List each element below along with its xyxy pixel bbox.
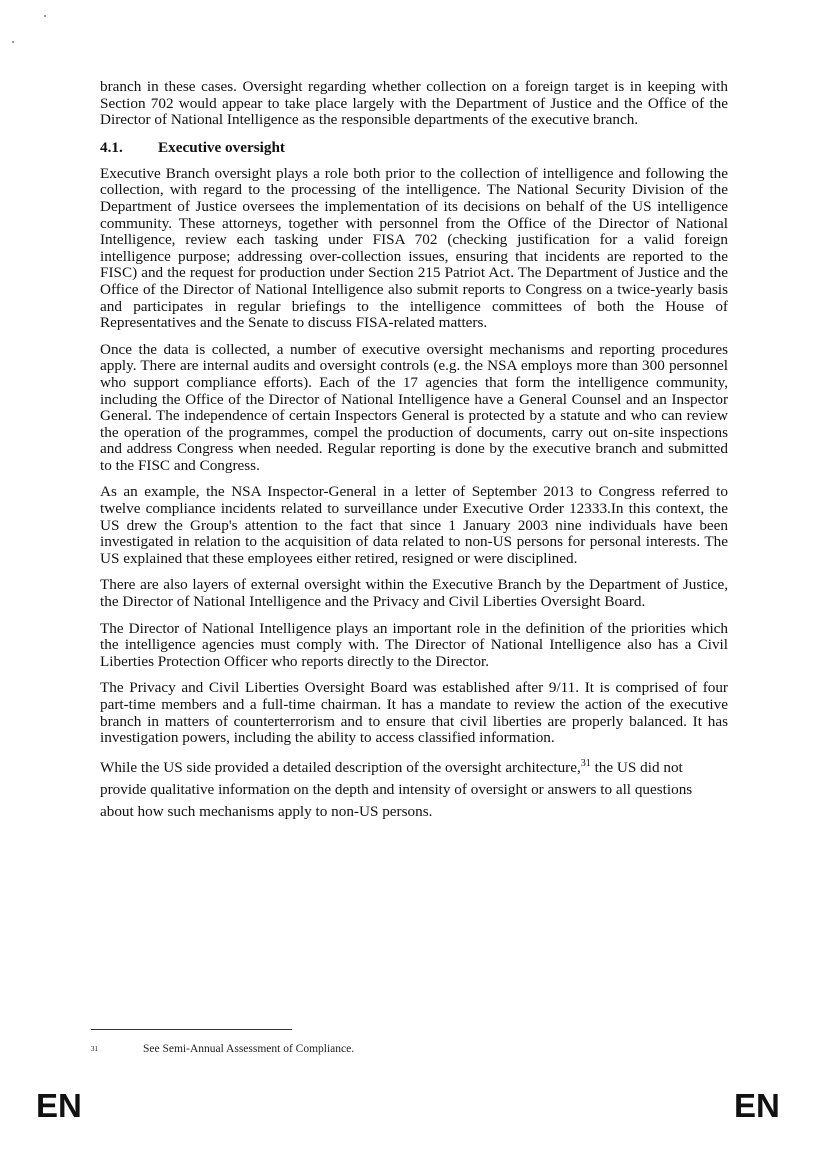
scan-speck — [12, 41, 14, 43]
paragraph: As an example, the NSA Inspector-General in a letter of September 2013 to Congress referred to twelve compliance incidents related to surveillance under Executive Order 12333.In this context, the US drew the Group's attention to the fact that since 1 January 2003 nine individuals have been investigated in relation to the acquisition of data related to non-US persons for personal interests. The US explained that these employees either retired, resigned or were disciplined. — [100, 483, 728, 567]
paragraph: The Privacy and Civil Liberties Oversight Board was established after 9/11. It is comprised of four part-time members and a full-time chairman. It has a mandate to review the action of the executive branch in matters of counterterrorism and to ensure that civil liberties are properly balanced. It has investigation powers, including the ability to access classified information. — [100, 679, 728, 747]
section-number: 4.1. — [100, 138, 123, 156]
paragraph: The Director of National Intelligence plays an important role in the definition of the priorities which the intelligence agencies must comply with. The Director of National Intelligence also has a Civil Liberties Protection Officer who reports directly to the Director. — [100, 619, 728, 670]
footnote-reference[interactable]: 31 — [580, 757, 591, 769]
section-heading — [100, 139, 728, 156]
paragraph: Once the data is collected, a number of executive oversight mechanisms and reporting procedures apply. There are internal audits and oversight controls (e.g. the NSA employs more than 300 personnel who support compliance efforts). Each of the 17 agencies that form the intelligence community, including the Office of the Director of National Intelligence have a General Counsel and an Inspector General. The independence of certain Inspectors General is protected by a statute and who can review the operation of the programmes, compel the production of documents, carry out on-site inspections and address Congress when needed. Regular reporting is done by the executive branch and submitted to the FISC and Congress. — [100, 340, 728, 474]
footnote-number: 31 — [91, 1045, 98, 1053]
section-title: Executive oversight — [158, 138, 285, 156]
scan-speck — [44, 15, 46, 17]
paragraph-text-before-note: While the US side provided a detailed description of the oversight architecture, — [100, 758, 581, 776]
paragraph-with-footnote — [100, 757, 728, 823]
paragraph-continued: branch in these cases. Oversight regarding whether collection on a foreign target is in keeping with Section 702 would appear to take place largely with the Department of Justice and the Office of the Director of National Intelligence as the responsible departments of the executive branch. — [100, 78, 728, 129]
paragraph: Executive Branch oversight plays a role both prior to the collection of intelligence and following the collection, with regard to the processing of the intelligence. The National Security Division of the Department of Justice oversees the implementation of its decisions on behalf of the US intelligence community. These attorneys, together with personnel from the Office of the Director of National Intelligence, review each tasking under FISA 702 (checking justification for a valid foreign intelligence purpose; addressing over-collection issues, ensuring that incidents are reported to the FISC) and the request for production under Section 215 Patriot Act. The Department of Justice and the Office of the Director of National Intelligence also submit reports to Congress on a twice-yearly basis and participates in regular briefings to the intelligence committees of both the House of Representatives and the Senate to discuss FISA-related matters. — [100, 164, 728, 332]
body-text — [100, 79, 728, 833]
paragraph-text-after-note: the US did not provide qualitative information on the depth and intensity of oversight or answers to all questions about how such mechanisms apply to non-US persons. — [100, 758, 693, 820]
footnote-separator — [91, 1029, 292, 1030]
language-mark-left: EN — [36, 1087, 82, 1124]
footnote-text: See Semi-Annual Assessment of Compliance. — [143, 1043, 355, 1055]
paragraph: There are also layers of external oversight within the Executive Branch by the Department of Justice, the Director of National Intelligence and the Privacy and Civil Liberties Oversight Board. — [100, 576, 728, 611]
footnote — [91, 1042, 591, 1056]
language-mark-right: EN — [734, 1087, 780, 1124]
